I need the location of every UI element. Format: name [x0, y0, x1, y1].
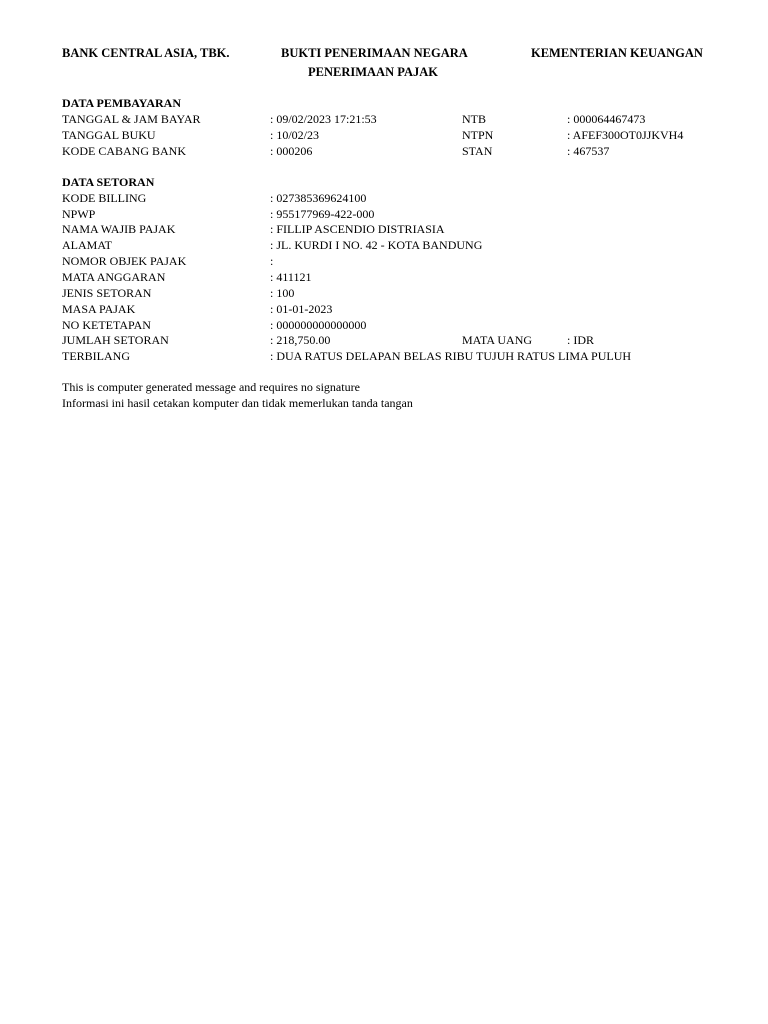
footer-note-english: This is computer generated message and requires no signature [62, 380, 360, 394]
value-stan: : 467537 [567, 144, 610, 158]
footer-note-indonesian: Informasi ini hasil cetakan komputer dan tidak memerlukan tanda tangan [62, 396, 413, 410]
label-masa-pajak: MASA PAJAK [62, 302, 136, 316]
label-kode-cabang-bank: KODE CABANG BANK [62, 144, 187, 158]
value-tanggal-jam-bayar: : 09/02/2023 17:21:53 [270, 112, 377, 126]
value-terbilang: : DUA RATUS DELAPAN BELAS RIBU TUJUH RATUS LIMA PULUH [270, 349, 632, 363]
label-mata-uang: MATA UANG [462, 333, 533, 347]
value-masa-pajak: : 01-01-2023 [270, 302, 333, 316]
value-npwp: : 955177969-422-000 [270, 207, 375, 221]
section-heading-pembayaran: DATA PEMBAYARAN [62, 96, 182, 110]
value-jenis-setoran: : 100 [270, 286, 295, 300]
label-no-ketetapan: NO KETETAPAN [62, 318, 151, 332]
document-title-line2: PENERIMAAN PAJAK [308, 65, 438, 79]
value-ntb: : 000064467473 [567, 112, 646, 126]
value-kode-billing: : 027385369624100 [270, 191, 367, 205]
label-ntb: NTB [462, 112, 486, 126]
value-tanggal-buku: : 10/02/23 [270, 128, 320, 142]
value-jumlah-setoran: : 218,750.00 [270, 333, 331, 347]
label-jenis-setoran: JENIS SETORAN [62, 286, 152, 300]
label-ntpn: NTPN [462, 128, 494, 142]
label-terbilang: TERBILANG [62, 349, 130, 363]
label-tanggal-jam-bayar: TANGGAL & JAM BAYAR [62, 112, 201, 126]
value-nama-wajib-pajak: : FILLIP ASCENDIO DISTRIASIA [270, 222, 445, 236]
bank-name: BANK CENTRAL ASIA, TBK. [62, 46, 230, 60]
value-alamat: : JL. KURDI I NO. 42 - KOTA BANDUNG [270, 238, 483, 252]
value-kode-cabang-bank: : 000206 [270, 144, 313, 158]
label-kode-billing: KODE BILLING [62, 191, 147, 205]
value-mata-uang: : IDR [567, 333, 594, 347]
label-mata-anggaran: MATA ANGGARAN [62, 270, 166, 284]
value-no-ketetapan: : 000000000000000 [270, 318, 367, 332]
ministry-name: KEMENTERIAN KEUANGAN [531, 46, 703, 60]
label-nomor-objek-pajak: NOMOR OBJEK PAJAK [62, 254, 187, 268]
label-stan: STAN [462, 144, 493, 158]
label-npwp: NPWP [62, 207, 96, 221]
label-tanggal-buku: TANGGAL BUKU [62, 128, 156, 142]
section-heading-setoran: DATA SETORAN [62, 175, 155, 189]
value-mata-anggaran: : 411121 [270, 270, 312, 284]
label-nama-wajib-pajak: NAMA WAJIB PAJAK [62, 222, 176, 236]
label-alamat: ALAMAT [62, 238, 112, 252]
label-jumlah-setoran: JUMLAH SETORAN [62, 333, 169, 347]
value-ntpn: : AFEF300OT0JJKVH4 [567, 128, 684, 142]
document-title-line1: BUKTI PENERIMAAN NEGARA [281, 46, 468, 60]
value-nomor-objek-pajak: : [270, 254, 274, 268]
